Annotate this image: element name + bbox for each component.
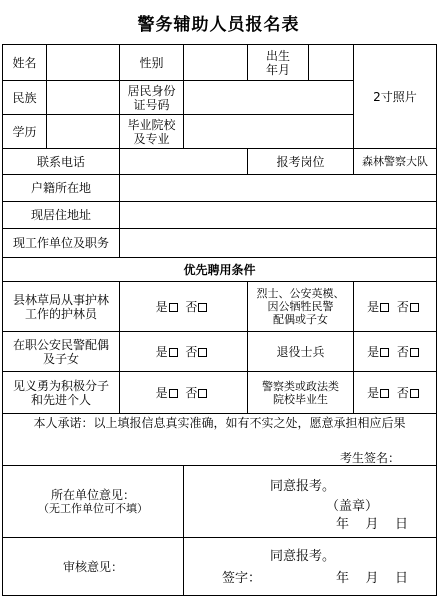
priority-item-label-line2: 及子女	[42, 351, 79, 366]
priority-item-choice[interactable]	[354, 372, 437, 414]
no-label: 否	[396, 299, 409, 314]
priority-item-label-line3: 配偶或子女	[273, 313, 328, 326]
address-field[interactable]	[120, 202, 437, 229]
priority-item-label	[3, 282, 120, 332]
gender-label: 性别	[120, 45, 184, 81]
address-label: 现居住地址	[3, 202, 120, 229]
priority-item-label-line2: 院校毕业生	[273, 392, 328, 406]
priority-item-label-line1: 见义勇为积极分子	[12, 378, 109, 393]
yes-label: 是	[367, 299, 380, 314]
no-label: 否	[396, 385, 409, 400]
position-value[interactable]: 森林警察大队	[354, 149, 437, 175]
yes-checkbox[interactable]	[169, 389, 178, 398]
education-label: 学历	[3, 115, 47, 149]
unit-seal-label: （盖章）	[326, 499, 379, 514]
priority-item-label-line1: 烈士、公安英模、	[256, 287, 345, 300]
unit-date-label: 年 月 日	[336, 517, 409, 532]
pledge-text: 本人承诺：以上填报信息真实准确，如有不实之处，愿意承担相应后果	[33, 416, 406, 430]
ethnicity-label: 民族	[3, 81, 47, 115]
phone-label: 联系电话	[3, 149, 120, 175]
no-checkbox[interactable]	[198, 303, 207, 312]
review-agree-text: 同意报考。	[270, 549, 336, 564]
yes-label: 是	[155, 299, 168, 314]
birth-label-line2: 年月	[265, 62, 290, 77]
priority-item-label	[248, 372, 354, 414]
school-label-line2: 及专业	[133, 131, 170, 146]
school-label	[120, 115, 184, 149]
priority-item-label-line2: 和先进个人	[30, 392, 91, 407]
no-checkbox[interactable]	[410, 303, 419, 312]
priority-item-label-line1: 县林草局从事护林	[12, 292, 109, 307]
phone-field[interactable]	[120, 149, 248, 175]
priority-item-choice[interactable]	[354, 282, 437, 332]
idcard-label	[120, 81, 184, 115]
position-label: 报考岗位	[248, 149, 354, 175]
review-opinion-field[interactable]	[184, 538, 437, 596]
work-field[interactable]	[120, 229, 437, 258]
school-label-line1: 毕业院校	[127, 117, 176, 132]
yes-label: 是	[155, 344, 168, 359]
form-title: 警务辅助人员报名表	[137, 15, 300, 35]
no-label: 否	[185, 344, 198, 359]
idcard-field[interactable]	[184, 81, 354, 115]
yes-checkbox[interactable]	[380, 389, 389, 398]
priority-heading: 优先聘用条件	[3, 258, 437, 282]
yes-checkbox[interactable]	[169, 348, 178, 357]
birth-label-line1: 出生	[265, 48, 290, 63]
priority-item-label	[3, 372, 120, 414]
candidate-signature-label: 考生签名：	[339, 451, 400, 465]
priority-item-label-line1: 警察类或政法类	[262, 379, 339, 393]
priority-item-choice[interactable]	[120, 282, 248, 332]
birth-label	[248, 45, 309, 81]
education-field[interactable]	[47, 115, 120, 149]
priority-item-choice[interactable]	[120, 372, 248, 414]
review-date-label: 年 月 日	[336, 571, 409, 586]
priority-item-label	[248, 282, 354, 332]
unit-opinion-label-line1: 所在单位意见：	[50, 487, 135, 502]
yes-checkbox[interactable]	[380, 303, 389, 312]
review-signature-label: 签字：	[222, 571, 262, 586]
review-opinion-label: 审核意见：	[3, 538, 184, 596]
work-label: 现工作单位及职务	[3, 229, 120, 258]
pledge-cell	[3, 414, 437, 466]
gender-field[interactable]	[184, 45, 248, 81]
priority-item-label-line1: 在职公安民警配偶	[12, 337, 109, 352]
idcard-label-line2: 证号码	[133, 97, 170, 112]
no-checkbox[interactable]	[410, 348, 419, 357]
priority-item-label: 退役士兵	[248, 332, 354, 372]
unit-opinion-field[interactable]	[184, 466, 437, 538]
name-label: 姓名	[3, 45, 47, 81]
yes-label: 是	[155, 385, 168, 400]
yes-checkbox[interactable]	[380, 348, 389, 357]
yes-label: 是	[367, 344, 380, 359]
name-field[interactable]	[47, 45, 120, 81]
registration-form	[2, 44, 437, 596]
hukou-field[interactable]	[120, 175, 437, 202]
ethnicity-field[interactable]	[47, 81, 120, 115]
unit-agree-text: 同意报考。	[270, 479, 336, 494]
priority-item-label-line2: 因公牺牲民警	[267, 300, 334, 313]
priority-item-choice[interactable]	[354, 332, 437, 372]
no-label: 否	[185, 385, 198, 400]
unit-opinion-label	[3, 466, 184, 538]
idcard-label-line1: 居民身份	[127, 83, 176, 98]
yes-label: 是	[367, 385, 380, 400]
yes-checkbox[interactable]	[169, 303, 178, 312]
photo-box[interactable]: 2寸照片	[354, 45, 437, 149]
no-checkbox[interactable]	[198, 389, 207, 398]
priority-item-choice[interactable]	[120, 332, 248, 372]
priority-item-label-line2: 工作的护林员	[24, 306, 97, 321]
hukou-label: 户籍所在地	[3, 175, 120, 202]
no-checkbox[interactable]	[410, 389, 419, 398]
priority-item-label	[3, 332, 120, 372]
no-checkbox[interactable]	[198, 348, 207, 357]
birth-field[interactable]	[309, 45, 354, 81]
school-field[interactable]	[184, 115, 354, 149]
no-label: 否	[396, 344, 409, 359]
unit-opinion-label-line2: （无工作单位可不填）	[38, 501, 148, 515]
no-label: 否	[185, 299, 198, 314]
